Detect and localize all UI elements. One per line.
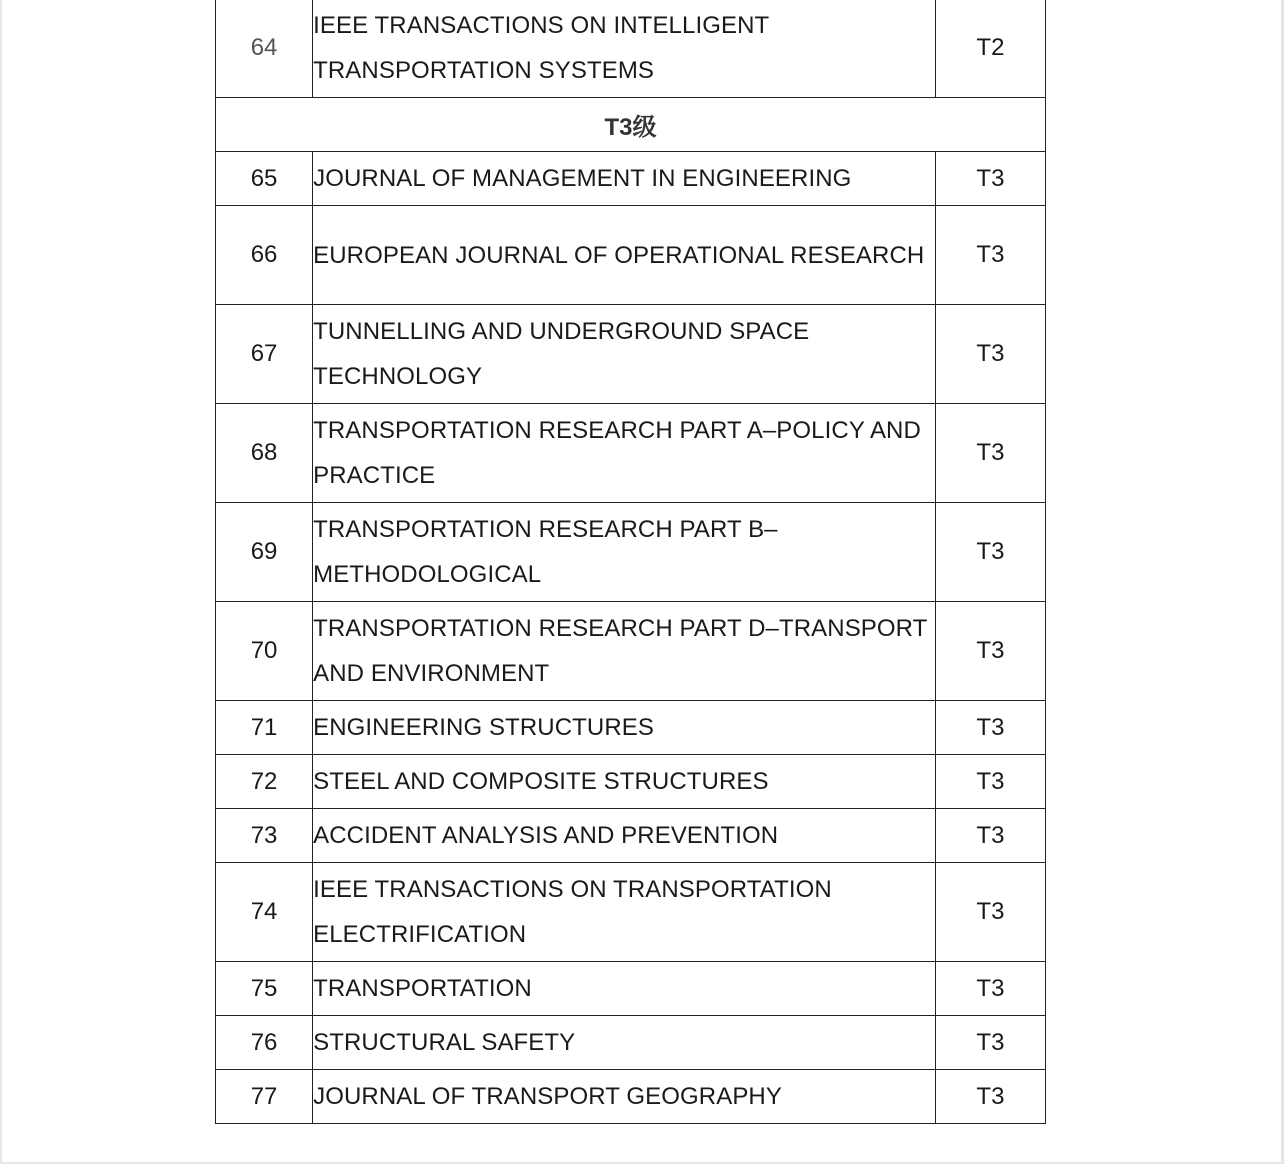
table-row bbox=[216, 305, 1046, 404]
journal-table bbox=[215, 0, 1046, 1124]
journal-level: T3 bbox=[935, 305, 1045, 404]
row-number: 66 bbox=[216, 206, 313, 305]
journal-name: EUROPEAN JOURNAL OF OPERATIONAL RESEARCH bbox=[313, 241, 925, 269]
row-number: 77 bbox=[216, 1070, 313, 1124]
table-row bbox=[216, 0, 1046, 98]
journal-level: T3 bbox=[935, 755, 1045, 809]
row-number: 75 bbox=[216, 962, 313, 1016]
section-header-row bbox=[216, 98, 1046, 152]
row-number: 64 bbox=[216, 0, 313, 98]
row-number: 72 bbox=[216, 755, 313, 809]
table-row bbox=[216, 503, 1046, 602]
row-number: 73 bbox=[216, 809, 313, 863]
journal-name: IEEE TRANSACTIONS ON TRANSPORTATION ELECTRIFICATION bbox=[313, 876, 832, 948]
journal-level: T3 bbox=[935, 1070, 1045, 1124]
table-row bbox=[216, 602, 1046, 701]
row-number: 76 bbox=[216, 1016, 313, 1070]
journal-name: STRUCTURAL SAFETY bbox=[313, 1029, 576, 1056]
table-row bbox=[216, 1070, 1046, 1124]
journal-name: ENGINEERING STRUCTURES bbox=[313, 714, 655, 741]
journal-name: STEEL AND COMPOSITE STRUCTURES bbox=[313, 768, 769, 795]
journal-level: T2 bbox=[935, 0, 1045, 98]
journal-level: T3 bbox=[935, 206, 1045, 305]
journal-level: T3 bbox=[935, 602, 1045, 701]
journal-name: TRANSPORTATION bbox=[313, 975, 532, 1002]
table-row bbox=[216, 404, 1046, 503]
row-number: 69 bbox=[216, 503, 313, 602]
journal-level: T3 bbox=[935, 152, 1045, 206]
document-page bbox=[2, 0, 1281, 1162]
journal-level: T3 bbox=[935, 863, 1045, 962]
row-number: 68 bbox=[216, 404, 313, 503]
journal-level: T3 bbox=[935, 962, 1045, 1016]
journal-name: TUNNELLING AND UNDERGROUND SPACE TECHNOLOGY bbox=[313, 318, 810, 390]
journal-name: IEEE TRANSACTIONS ON INTELLIGENT TRANSPORTATION SYSTEMS bbox=[313, 12, 769, 84]
journal-level: T3 bbox=[935, 404, 1045, 503]
row-number: 65 bbox=[216, 152, 313, 206]
journal-name: TRANSPORTATION RESEARCH PART D–TRANSPORT AND ENVIRONMENT bbox=[313, 615, 927, 687]
table-row bbox=[216, 701, 1046, 755]
journal-level: T3 bbox=[935, 503, 1045, 602]
section-header: T3级 bbox=[216, 98, 1046, 152]
row-number: 71 bbox=[216, 701, 313, 755]
row-number: 70 bbox=[216, 602, 313, 701]
table-row bbox=[216, 863, 1046, 962]
row-number: 74 bbox=[216, 863, 313, 962]
journal-level: T3 bbox=[935, 1016, 1045, 1070]
table-row bbox=[216, 1016, 1046, 1070]
table-row bbox=[216, 962, 1046, 1016]
journal-name: JOURNAL OF TRANSPORT GEOGRAPHY bbox=[313, 1083, 782, 1110]
journal-name: JOURNAL OF MANAGEMENT IN ENGINEERING bbox=[313, 165, 852, 192]
journal-name: ACCIDENT ANALYSIS AND PREVENTION bbox=[313, 822, 779, 849]
journal-name: TRANSPORTATION RESEARCH PART A–POLICY AND PRACTICE bbox=[313, 417, 921, 489]
table-row bbox=[216, 152, 1046, 206]
table-row bbox=[216, 755, 1046, 809]
journal-name: TRANSPORTATION RESEARCH PART B–METHODOLOGICAL bbox=[313, 516, 778, 588]
journal-level: T3 bbox=[935, 809, 1045, 863]
journal-level: T3 bbox=[935, 701, 1045, 755]
table-row bbox=[216, 809, 1046, 863]
table-row bbox=[216, 206, 1046, 305]
row-number: 67 bbox=[216, 305, 313, 404]
